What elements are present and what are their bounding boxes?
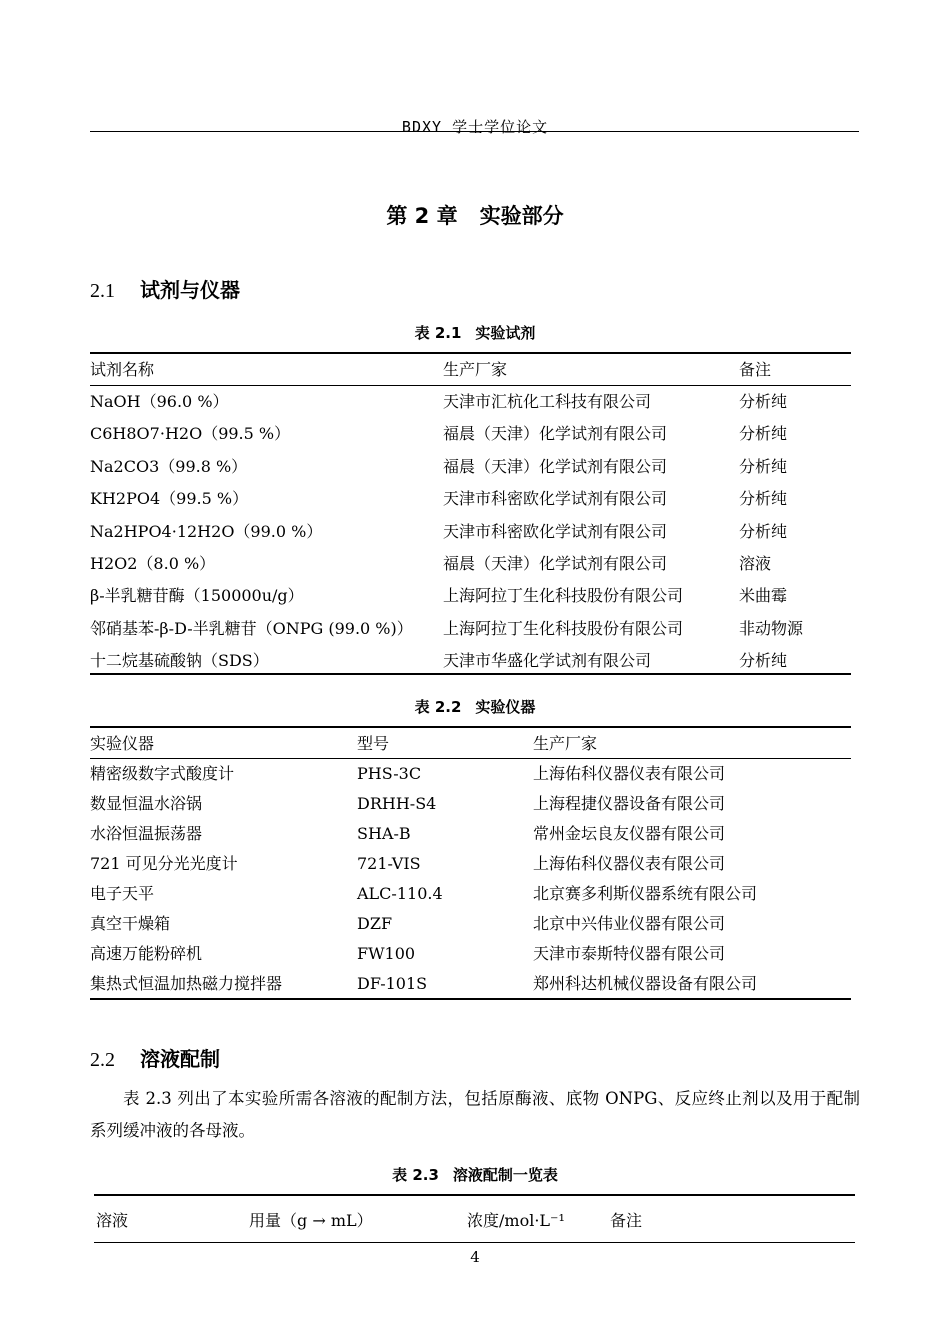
- table-cell: 福晨（天津）化学试剂有限公司: [443, 424, 668, 444]
- table-row: [0, 613, 950, 645]
- table-cell: FW100: [357, 944, 416, 963]
- table-header-row: [0, 728, 950, 760]
- caption-number: 表 2.1: [414, 324, 462, 342]
- table-cell: 721-VIS: [357, 854, 421, 873]
- table-cell: PHS-3C: [357, 764, 422, 783]
- page-number: 4: [470, 1248, 480, 1266]
- table-row: [0, 548, 950, 580]
- table-cell: 分析纯: [739, 424, 788, 444]
- table-header-row: [0, 354, 950, 386]
- column-header: 备注: [610, 1211, 643, 1230]
- column-header: 试剂名称: [90, 360, 155, 379]
- table-cell: 福晨（天津）化学试剂有限公司: [443, 554, 668, 573]
- table-row: [0, 969, 950, 999]
- table-cell: H2O2（8.0 %）: [90, 554, 216, 573]
- section-heading-2-2: [90, 1043, 220, 1072]
- table-cell: ALC-110.4: [357, 884, 443, 903]
- column-header: 生产厂家: [443, 360, 508, 379]
- caption-number: 表 2.3: [392, 1166, 439, 1184]
- table-caption-2-2: [0, 696, 950, 717]
- table-cell: 分析纯: [739, 651, 788, 671]
- table-cell: 721 可见分光光度计: [90, 854, 238, 873]
- table-cell: C6H8O7·H2O（99.5 %）: [90, 424, 291, 444]
- table-cell: 水浴恒温振荡器: [90, 824, 203, 843]
- table-cell: 天津市泰斯特仪器有限公司: [533, 944, 726, 963]
- table-cell: 郑州科达机械仪器设备有限公司: [533, 974, 758, 993]
- section-number: 2.1: [90, 280, 115, 302]
- caption-title: 实验仪器: [475, 698, 536, 716]
- table-header-rule: [94, 1242, 855, 1243]
- table-cell: 分析纯: [739, 456, 788, 476]
- section-title: 试剂与仪器: [140, 278, 240, 302]
- table-row: [0, 451, 950, 483]
- column-header: 用量（g → mL）: [249, 1211, 373, 1230]
- table-cell: 溶液: [739, 554, 772, 573]
- caption-title: 实验试剂: [475, 324, 536, 342]
- table-cell: Na2HPO4·12H2O（99.0 %）: [90, 521, 323, 541]
- chapter-name: 实验部分: [479, 204, 564, 228]
- table-cell: 非动物源: [739, 618, 804, 638]
- table-row: [0, 819, 950, 849]
- table-cell: 十二烷基硫酸钠（SDS）: [90, 651, 269, 671]
- table-cell: DRHH-S4: [357, 794, 437, 813]
- table-bottom-rule: [90, 998, 851, 1000]
- table-cell: 天津市科密欧化学试剂有限公司: [443, 489, 668, 509]
- body-paragraph: 表 2.3 列出了本实验所需各溶液的配制方法，包括原酶液、底物 ONPG、反应终止剂以及用于配制系列缓冲液的各母液。: [90, 1089, 860, 1140]
- column-header: 生产厂家: [533, 734, 598, 753]
- table-row: [0, 879, 950, 909]
- caption-number: 表 2.2: [414, 698, 462, 716]
- table-cell: 常州金坛良友仪器有限公司: [533, 824, 726, 843]
- chapter-title: [0, 200, 950, 230]
- section-heading-2-1: [90, 274, 240, 303]
- table-cell: 数显恒温水浴锅: [90, 794, 203, 813]
- column-header: 备注: [739, 360, 772, 379]
- table-cell: 分析纯: [739, 521, 788, 541]
- table-row: [0, 418, 950, 450]
- table-cell: 上海佑科仪器仪表有限公司: [533, 764, 726, 783]
- table-cell: SHA-B: [357, 824, 411, 843]
- table-cell: 上海佑科仪器仪表有限公司: [533, 854, 726, 873]
- running-header: BDXY 学士学位论文: [401, 118, 549, 136]
- table-row: [0, 386, 950, 418]
- table-cell: Na2CO3（99.8 %）: [90, 456, 248, 476]
- column-header: 浓度/mol·L⁻¹: [467, 1211, 565, 1230]
- table-cell: 精密级数字式酸度计: [90, 764, 235, 783]
- table-cell: 真空干燥箱: [90, 914, 171, 933]
- header-rule: [90, 131, 859, 132]
- table-cell: 天津市华盛化学试剂有限公司: [443, 651, 652, 671]
- table-cell: 分析纯: [739, 392, 788, 411]
- table-cell: 集热式恒温加热磁力搅拌器: [90, 974, 283, 993]
- table-header-row: [0, 1205, 950, 1237]
- table-cell: 电子天平: [90, 884, 155, 903]
- table-cell: 上海阿拉丁生化科技股份有限公司: [443, 586, 684, 606]
- table-cell: 福晨（天津）化学试剂有限公司: [443, 456, 668, 476]
- table-cell: 邻硝基苯-β-D-半乳糖苷（ONPG (99.0 %)）: [90, 618, 413, 638]
- column-header: 溶液: [96, 1211, 129, 1230]
- section-number: 2.2: [90, 1049, 115, 1071]
- table-cell: DF-101S: [357, 974, 428, 993]
- table-row: [0, 580, 950, 612]
- column-header: 型号: [357, 734, 390, 753]
- column-header: 实验仪器: [90, 734, 155, 753]
- caption-title: 溶液配制一览表: [452, 1166, 558, 1184]
- table-cell: NaOH（96.0 %）: [90, 392, 229, 411]
- table-cell: KH2PO4（99.5 %）: [90, 489, 249, 509]
- table-cell: 上海阿拉丁生化科技股份有限公司: [443, 618, 684, 638]
- chapter-number: 第 2 章: [386, 204, 458, 228]
- table-cell: β-半乳糖苷酶（150000u/g）: [90, 586, 304, 606]
- table-cell: 分析纯: [739, 489, 788, 509]
- table-cell: 天津市汇杭化工科技有限公司: [443, 392, 652, 411]
- table-cell: 北京赛多利斯仪器系统有限公司: [533, 884, 758, 903]
- table-caption-2-1: [0, 322, 950, 343]
- table-row: [0, 849, 950, 879]
- section-title: 溶液配制: [140, 1047, 220, 1071]
- table-row: [0, 939, 950, 969]
- table-row: [0, 759, 950, 789]
- table-cell: 上海程捷仪器设备有限公司: [533, 794, 726, 813]
- table-caption-2-3: [0, 1164, 950, 1185]
- table-row: [0, 789, 950, 819]
- table-bottom-rule: [90, 673, 851, 675]
- table-cell: 高速万能粉碎机: [90, 944, 203, 963]
- table-row: [0, 516, 950, 548]
- table-top-rule: [94, 1194, 855, 1196]
- table-cell: 北京中兴伟业仪器有限公司: [533, 914, 726, 933]
- table-cell: DZF: [357, 914, 393, 933]
- table-row: [0, 909, 950, 939]
- table-row: [0, 483, 950, 515]
- table-cell: 天津市科密欧化学试剂有限公司: [443, 521, 668, 541]
- table-cell: 米曲霉: [739, 586, 788, 606]
